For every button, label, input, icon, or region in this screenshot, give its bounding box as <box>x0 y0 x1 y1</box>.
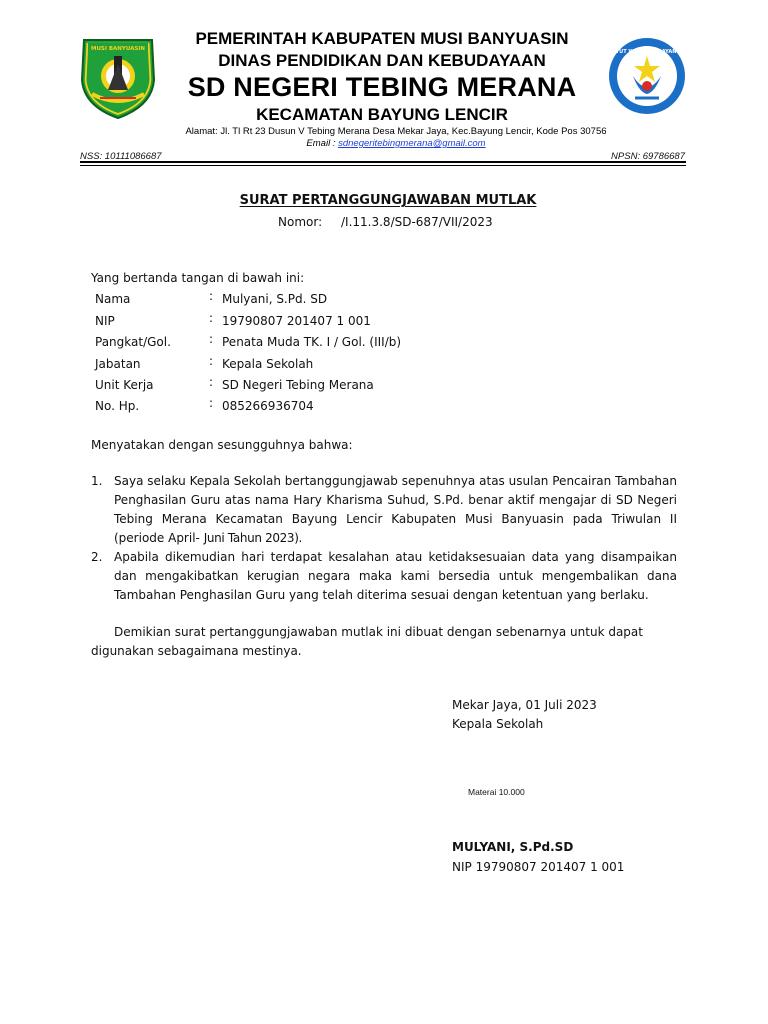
field-value: SD Negeri Tebing Merana <box>222 378 374 392</box>
field-colon: : <box>209 396 214 410</box>
list-item <box>91 472 677 548</box>
list-item <box>91 548 677 605</box>
field-colon: : <box>209 354 214 368</box>
field-row-unit-kerja <box>95 375 595 399</box>
email-link[interactable]: sdnegeritebingmerana@gmail.com <box>338 138 486 149</box>
department-heading: DINAS PENDIDIKAN DAN KEBUDAYAAN <box>218 51 546 70</box>
field-colon: : <box>209 375 214 389</box>
field-value: Penata Muda TK. I / Gol. (III/b) <box>222 335 402 349</box>
letterhead-divider-thin <box>80 165 686 166</box>
list-item-number: 1. <box>91 474 103 488</box>
document-number-label: Nomor: <box>278 215 323 229</box>
intro-text: Yang bertanda tangan di bawah ini: <box>91 271 305 285</box>
field-value: Mulyani, S.Pd. SD <box>222 292 328 306</box>
field-row-nip <box>95 311 595 335</box>
field-label: Unit Kerja <box>95 378 154 392</box>
regency-logo-text: MUSI BANYUASIN <box>90 46 146 52</box>
list-item-text-continued: Juni Tahun 2023). <box>203 531 303 545</box>
field-row-no-hp <box>95 396 595 420</box>
statement-list <box>91 472 677 605</box>
field-label: Jabatan <box>95 357 141 371</box>
list-item-text: Saya selaku Kepala Sekolah bertanggungjawab sepenuhnya atas usulan Pencairan Tambahan Penghasilan Guru atas nama Hary Kharisma Suhud, S.Pd. benar aktif mengajar di SD Negeri Tebing Merana Kecamatan Bayung Lencir Kabupaten Musi Banyuasin pada Triwulan II (periode April- <box>114 474 677 545</box>
letterhead-divider-thick <box>80 161 686 163</box>
field-label: NIP <box>95 314 115 328</box>
signer-name: MULYANI, S.Pd.SD <box>452 840 574 854</box>
district-name: KECAMATAN BAYUNG LENCIR <box>256 105 508 124</box>
materai-stamp-note: Materai 10.000 <box>468 787 525 797</box>
field-value: 085266936704 <box>222 399 314 413</box>
place-date: Mekar Jaya, 01 Juli 2023 <box>452 698 597 712</box>
list-item-text: Apabila dikemudian hari terdapat kesalahan atau ketidaksesuaian data yang disampaikan dan mengakibatkan kerugian negara maka kami bersedia untuk mengembalikan dana Tambahan Penghasilan Guru yang telah diterima sesuai dengan ketentuan yang berlaku. <box>114 550 677 602</box>
signer-position: Kepala Sekolah <box>452 717 544 731</box>
field-label: Pangkat/Gol. <box>95 335 171 349</box>
school-name: SD NEGERI TEBING MERANA <box>187 72 577 102</box>
field-row-nama <box>95 289 595 313</box>
tut-wuri-logo-text: TUT WURI HANDAYANI <box>615 49 679 55</box>
signer-nip: NIP 19790807 201407 1 001 <box>452 860 625 874</box>
field-value: Kepala Sekolah <box>222 357 314 371</box>
government-heading: PEMERINTAH KABUPATEN MUSI BANYUASIN <box>195 29 569 48</box>
school-address: Alamat: Jl. Tl Rt 23 Dusun V Tebing Merana Desa Mekar Jaya, Kec.Bayung Lencir, Kode Pos 30756 <box>185 126 607 137</box>
field-row-pangkat <box>95 332 595 356</box>
document-title: SURAT PERTANGGUNGJAWABAN MUTLAK <box>239 193 537 208</box>
document-number <box>278 215 493 229</box>
nss-number: NSS: 10111086687 <box>80 151 162 162</box>
field-colon: : <box>209 332 214 346</box>
email-line <box>12 138 768 149</box>
field-label: Nama <box>95 292 131 306</box>
list-item-number: 2. <box>91 550 103 564</box>
field-colon: : <box>209 289 214 303</box>
declaration-text: Menyatakan dengan sesungguhnya bahwa: <box>91 438 353 452</box>
npsn-number: NPSN: 69786687 <box>611 151 685 162</box>
field-label: No. Hp. <box>95 399 140 413</box>
email-label: Email : <box>306 138 339 149</box>
closing-paragraph: Demikian surat pertanggungjawaban mutlak ini dibuat dengan sebenarnya untuk dapat digunakan sebagaimana mestinya. <box>91 625 643 658</box>
document-number-value: /I.11.3.8/SD-687/VII/2023 <box>341 215 493 229</box>
field-colon: : <box>209 311 214 325</box>
field-row-jabatan <box>95 354 595 378</box>
field-value: 19790807 201407 1 001 <box>222 314 371 328</box>
